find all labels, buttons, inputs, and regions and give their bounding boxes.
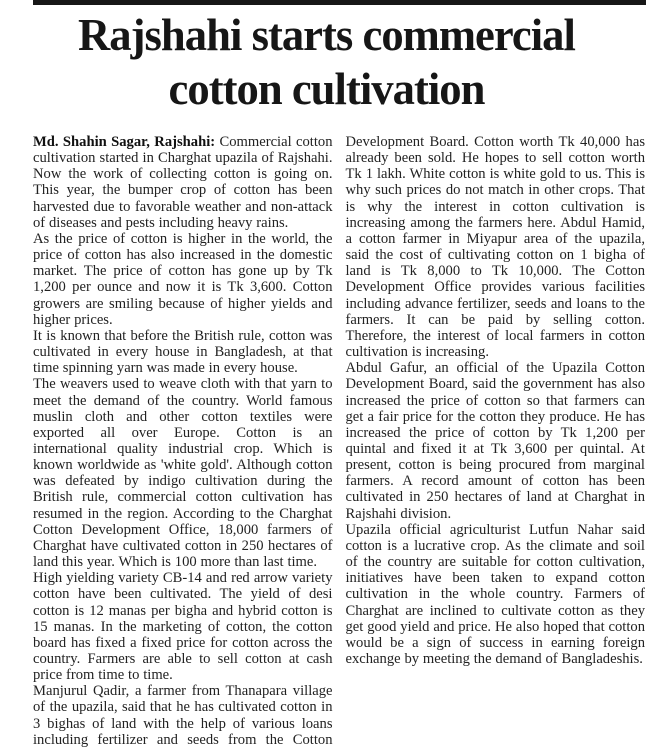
- article-paragraph: High yielding variety CB-14 and red arrow variety cotton have been cultivated. The yield of desi cotton is 12 manas per bigha and hybrid cotton is 15 manas. In the marketing of cotton, the cotton board has fixed a fixed price for cotton across the country. Farmers are able to sell cotton at cash price from time to time.: [33, 570, 333, 684]
- byline: Md. Shahin Sagar, Rajshahi:: [33, 134, 216, 150]
- article-title-line-2: cotton cultivation: [168, 63, 485, 114]
- top-rule-divider: [33, 0, 646, 5]
- article-paragraph: Manjurul Qadir, a farmer from Thanapara village of the upazila, said that he has cultivated cotton in 3 bighas of land with the help of various loans including fertilizer and seeds from the Cotton Development Board. Cotton worth Tk 40,000 has already been sold. He hopes to sell cotton worth Tk 1 lakh. White cotton is white gold to us. This is why such prices do not match in other crops. That is why the interest in cotton cultivation is increasing among the farmers here. Abdul Hamid, a cotton farmer in Miyapur area of the upazila, said the cost of cultivating cotton on 1 bigha of land is Tk 8,000 to Tk 10,000. The Cotton Development Office provides various facilities including advance fertilizer, seeds and loans to the farmers. It can be paid by selling cotton. Therefore, the interest of local farmers in cotton cultivation is increasing.: [33, 134, 645, 748]
- article-paragraph: It is known that before the British rule, cotton was cultivated in every house in Bangladesh, at that time spinning yarn was made in every house.: [33, 327, 333, 377]
- article-paragraph: Upazila official agriculturist Lutfun Nahar said cotton is a lucrative crop. As the climate and soil of the country are suitable for cotton cultivation, initiatives have been taken to expand cotton cultivation in the whole country. Farmers of Charghat are inclined to cultivate cotton as they get good yield and price. He also hoped that cotton would be a sign of success in earning foreign exchange by meeting the demand of Bangladeshis.: [345, 521, 645, 667]
- article-title: [10, 8, 643, 116]
- article-paragraph: Abdul Gafur, an official of the Upazila Cotton Development Board, said the government has also increased the price of cotton so that farmers can get a fair price for the cotton they produce. He has increased the price of cotton by Tk 1,200 per quintal and fixed it at Tk 3,600 per quintal. At present, cotton is being procured from marginal farmers. A record amount of cotton has been cultivated in 250 hectares of land at Charghat in Rajshahi division.: [345, 360, 645, 522]
- article-title-line-1: Rajshahi starts commercial: [78, 9, 575, 60]
- article-body: [33, 134, 645, 748]
- article-paragraph: [33, 134, 333, 231]
- article-paragraph: The weavers used to weave cloth with that yarn to meet the demand of the country. World famous muslin cloth and other cotton textiles were exported all over Europe. Cotton is an international quality industrial crop. Which is known worldwide as 'white gold'. Although cotton was defeated by indigo cultivation during the British rule, commercial cotton cultivation has resumed in the region. According to the Charghat Cotton Development Office, 18,000 farmers of Charghat have cultivated cotton in 250 hectares of land this year. Which is 100 more than last time.: [33, 376, 333, 571]
- paragraph-text: Commercial cotton cultivation started in Charghat upazila of Rajshahi. Now the work of collecting cotton is going on. This year, the bumper crop of cotton has been harvested due to favorable weather and non-attack of diseases and pests including heavy rains.: [33, 134, 333, 231]
- article-paragraph: As the price of cotton is higher in the world, the price of cotton has also increased in the domestic market. The price of cotton has gone up by Tk 1,200 per ounce and now it is Tk 3,600. Cotton growers are smiling because of higher yields and higher prices.: [33, 230, 333, 328]
